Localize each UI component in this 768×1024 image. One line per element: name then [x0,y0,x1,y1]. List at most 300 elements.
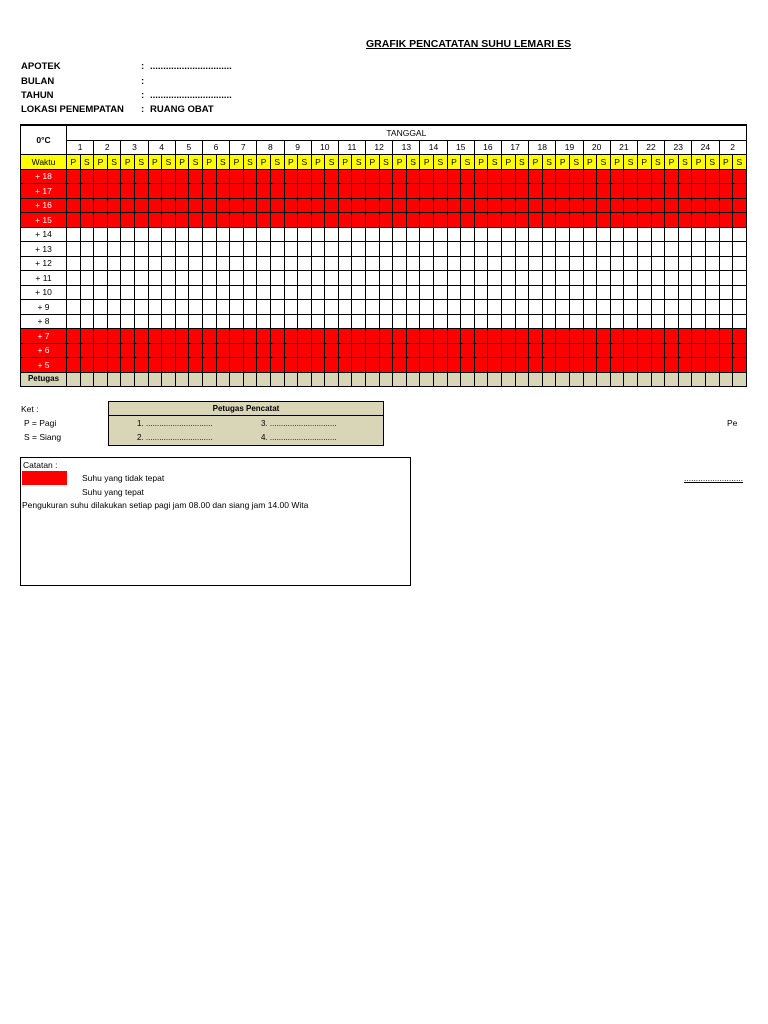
grid-cell[interactable] [556,314,570,329]
petugas-cell[interactable] [311,372,325,387]
grid-cell[interactable] [189,184,203,199]
grid-cell[interactable] [148,358,162,373]
grid-cell[interactable] [637,242,651,257]
grid-cell[interactable] [270,285,284,300]
petugas-cell[interactable] [692,372,706,387]
grid-cell[interactable] [474,169,488,184]
grid-cell[interactable] [325,285,339,300]
grid-cell[interactable] [67,184,81,199]
grid-cell[interactable] [189,358,203,373]
grid-cell[interactable] [597,184,611,199]
grid-cell[interactable] [447,227,461,242]
grid-cell[interactable] [284,213,298,228]
grid-cell[interactable] [325,169,339,184]
grid-cell[interactable] [515,314,529,329]
petugas-cell[interactable] [502,372,516,387]
grid-cell[interactable] [134,227,148,242]
grid-cell[interactable] [556,198,570,213]
grid-cell[interactable] [202,314,216,329]
grid-cell[interactable] [121,300,135,315]
grid-cell[interactable] [447,343,461,358]
grid-cell[interactable] [624,169,638,184]
grid-cell[interactable] [338,343,352,358]
grid-cell[interactable] [529,256,543,271]
grid-cell[interactable] [637,358,651,373]
grid-cell[interactable] [583,285,597,300]
grid-cell[interactable] [189,213,203,228]
grid-cell[interactable] [189,285,203,300]
petugas-cell[interactable] [298,372,312,387]
grid-cell[interactable] [162,343,176,358]
grid-cell[interactable] [366,198,380,213]
grid-cell[interactable] [352,329,366,344]
grid-cell[interactable] [121,329,135,344]
grid-cell[interactable] [379,285,393,300]
grid-cell[interactable] [569,184,583,199]
grid-cell[interactable] [393,329,407,344]
grid-cell[interactable] [610,300,624,315]
petugas-cell[interactable] [162,372,176,387]
grid-cell[interactable] [352,358,366,373]
grid-cell[interactable] [243,329,257,344]
grid-cell[interactable] [515,242,529,257]
grid-cell[interactable] [637,227,651,242]
grid-cell[interactable] [94,358,108,373]
grid-cell[interactable] [515,329,529,344]
grid-cell[interactable] [556,285,570,300]
grid-cell[interactable] [243,184,257,199]
grid-cell[interactable] [733,271,747,286]
grid-cell[interactable] [216,198,230,213]
grid-cell[interactable] [230,227,244,242]
grid-cell[interactable] [148,198,162,213]
grid-cell[interactable] [420,358,434,373]
petugas-cell[interactable] [121,372,135,387]
grid-cell[interactable] [121,213,135,228]
grid-cell[interactable] [80,271,94,286]
grid-cell[interactable] [542,271,556,286]
grid-cell[interactable] [597,329,611,344]
grid-cell[interactable] [434,256,448,271]
grid-cell[interactable] [311,271,325,286]
grid-cell[interactable] [352,169,366,184]
grid-cell[interactable] [284,169,298,184]
grid-cell[interactable] [189,271,203,286]
grid-cell[interactable] [338,256,352,271]
grid-cell[interactable] [216,213,230,228]
grid-cell[interactable] [406,169,420,184]
grid-cell[interactable] [284,314,298,329]
grid-cell[interactable] [284,184,298,199]
grid-cell[interactable] [311,198,325,213]
grid-cell[interactable] [705,169,719,184]
grid-cell[interactable] [515,300,529,315]
grid-cell[interactable] [705,300,719,315]
grid-cell[interactable] [216,242,230,257]
grid-cell[interactable] [366,184,380,199]
grid-cell[interactable] [94,242,108,257]
petugas-cell[interactable] [583,372,597,387]
grid-cell[interactable] [230,358,244,373]
grid-cell[interactable] [529,227,543,242]
grid-cell[interactable] [556,271,570,286]
grid-cell[interactable] [665,213,679,228]
grid-cell[interactable] [284,329,298,344]
grid-cell[interactable] [610,256,624,271]
grid-cell[interactable] [379,198,393,213]
grid-cell[interactable] [338,213,352,228]
grid-cell[interactable] [379,256,393,271]
grid-cell[interactable] [624,329,638,344]
grid-cell[interactable] [515,169,529,184]
grid-cell[interactable] [107,256,121,271]
grid-cell[interactable] [175,213,189,228]
grid-cell[interactable] [692,314,706,329]
grid-cell[interactable] [542,184,556,199]
grid-cell[interactable] [569,271,583,286]
grid-cell[interactable] [406,358,420,373]
grid-cell[interactable] [338,169,352,184]
grid-cell[interactable] [325,358,339,373]
grid-cell[interactable] [569,358,583,373]
grid-cell[interactable] [488,300,502,315]
grid-cell[interactable] [352,300,366,315]
grid-cell[interactable] [597,198,611,213]
grid-cell[interactable] [488,329,502,344]
grid-cell[interactable] [692,358,706,373]
grid-cell[interactable] [665,300,679,315]
grid-cell[interactable] [637,184,651,199]
grid-cell[interactable] [148,329,162,344]
grid-cell[interactable] [624,343,638,358]
grid-cell[interactable] [678,343,692,358]
grid-cell[interactable] [515,184,529,199]
grid-cell[interactable] [189,314,203,329]
grid-cell[interactable] [678,169,692,184]
grid-cell[interactable] [175,300,189,315]
petugas-cell[interactable] [406,372,420,387]
grid-cell[interactable] [447,242,461,257]
petugas-cell[interactable] [175,372,189,387]
grid-cell[interactable] [243,227,257,242]
grid-cell[interactable] [270,198,284,213]
grid-cell[interactable] [420,285,434,300]
petugas-cell[interactable] [597,372,611,387]
grid-cell[interactable] [107,198,121,213]
grid-cell[interactable] [298,213,312,228]
grid-cell[interactable] [284,358,298,373]
grid-cell[interactable] [502,343,516,358]
grid-cell[interactable] [583,358,597,373]
grid-cell[interactable] [257,169,271,184]
grid-cell[interactable] [379,358,393,373]
grid-cell[interactable] [189,242,203,257]
grid-cell[interactable] [461,271,475,286]
grid-cell[interactable] [665,227,679,242]
grid-cell[interactable] [406,271,420,286]
grid-cell[interactable] [406,198,420,213]
grid-cell[interactable] [175,227,189,242]
grid-cell[interactable] [610,271,624,286]
grid-cell[interactable] [542,285,556,300]
grid-cell[interactable] [216,343,230,358]
grid-cell[interactable] [406,242,420,257]
grid-cell[interactable] [542,314,556,329]
grid-cell[interactable] [270,271,284,286]
grid-cell[interactable] [325,300,339,315]
grid-cell[interactable] [298,198,312,213]
grid-cell[interactable] [216,300,230,315]
grid-cell[interactable] [515,227,529,242]
grid-cell[interactable] [637,256,651,271]
grid-cell[interactable] [134,184,148,199]
grid-cell[interactable] [447,169,461,184]
grid-cell[interactable] [447,198,461,213]
grid-cell[interactable] [189,169,203,184]
grid-cell[interactable] [311,242,325,257]
grid-cell[interactable] [624,198,638,213]
grid-cell[interactable] [719,271,733,286]
grid-cell[interactable] [352,314,366,329]
grid-cell[interactable] [352,213,366,228]
grid-cell[interactable] [338,358,352,373]
petugas-cell[interactable] [678,372,692,387]
grid-cell[interactable] [216,256,230,271]
grid-cell[interactable] [121,271,135,286]
grid-cell[interactable] [406,227,420,242]
grid-cell[interactable] [243,242,257,257]
grid-cell[interactable] [230,285,244,300]
grid-cell[interactable] [556,300,570,315]
grid-cell[interactable] [80,169,94,184]
grid-cell[interactable] [474,198,488,213]
grid-cell[interactable] [162,271,176,286]
grid-cell[interactable] [542,256,556,271]
petugas-cell[interactable] [80,372,94,387]
petugas-cell[interactable] [474,372,488,387]
grid-cell[interactable] [257,271,271,286]
grid-cell[interactable] [733,343,747,358]
grid-cell[interactable] [542,358,556,373]
grid-cell[interactable] [556,242,570,257]
grid-cell[interactable] [665,329,679,344]
grid-cell[interactable] [624,285,638,300]
grid-cell[interactable] [379,329,393,344]
grid-cell[interactable] [461,343,475,358]
grid-cell[interactable] [665,358,679,373]
grid-cell[interactable] [583,314,597,329]
grid-cell[interactable] [189,256,203,271]
grid-cell[interactable] [393,300,407,315]
grid-cell[interactable] [705,227,719,242]
grid-cell[interactable] [67,227,81,242]
grid-cell[interactable] [733,300,747,315]
grid-cell[interactable] [352,184,366,199]
grid-cell[interactable] [678,285,692,300]
grid-cell[interactable] [692,343,706,358]
grid-cell[interactable] [542,343,556,358]
grid-cell[interactable] [637,343,651,358]
grid-cell[interactable] [474,314,488,329]
grid-cell[interactable] [719,314,733,329]
grid-cell[interactable] [379,184,393,199]
grid-cell[interactable] [270,169,284,184]
grid-cell[interactable] [624,358,638,373]
grid-cell[interactable] [637,285,651,300]
grid-cell[interactable] [175,198,189,213]
grid-cell[interactable] [270,300,284,315]
grid-cell[interactable] [705,343,719,358]
grid-cell[interactable] [257,256,271,271]
grid-cell[interactable] [515,271,529,286]
grid-cell[interactable] [597,213,611,228]
grid-cell[interactable] [107,343,121,358]
grid-cell[interactable] [420,256,434,271]
grid-cell[interactable] [121,169,135,184]
grid-cell[interactable] [569,227,583,242]
grid-cell[interactable] [447,300,461,315]
grid-cell[interactable] [651,184,665,199]
grid-cell[interactable] [624,314,638,329]
grid-cell[interactable] [175,358,189,373]
grid-cell[interactable] [393,213,407,228]
grid-cell[interactable] [298,329,312,344]
grid-cell[interactable] [107,227,121,242]
grid-cell[interactable] [80,184,94,199]
grid-cell[interactable] [338,184,352,199]
grid-cell[interactable] [692,184,706,199]
grid-cell[interactable] [121,285,135,300]
grid-cell[interactable] [366,242,380,257]
grid-cell[interactable] [597,285,611,300]
grid-cell[interactable] [529,329,543,344]
grid-cell[interactable] [257,343,271,358]
grid-cell[interactable] [624,227,638,242]
grid-cell[interactable] [148,256,162,271]
grid-cell[interactable] [134,358,148,373]
grid-cell[interactable] [665,343,679,358]
grid-cell[interactable] [270,314,284,329]
grid-cell[interactable] [175,285,189,300]
grid-cell[interactable] [216,358,230,373]
grid-cell[interactable] [651,256,665,271]
grid-cell[interactable] [719,358,733,373]
grid-cell[interactable] [270,242,284,257]
grid-cell[interactable] [542,242,556,257]
grid-cell[interactable] [637,329,651,344]
petugas-cell[interactable] [216,372,230,387]
grid-cell[interactable] [366,300,380,315]
grid-cell[interactable] [705,271,719,286]
grid-cell[interactable] [447,213,461,228]
grid-cell[interactable] [569,169,583,184]
petugas-cell[interactable] [610,372,624,387]
grid-cell[interactable] [67,198,81,213]
grid-cell[interactable] [406,256,420,271]
grid-cell[interactable] [651,271,665,286]
grid-cell[interactable] [338,314,352,329]
grid-cell[interactable] [230,300,244,315]
grid-cell[interactable] [175,184,189,199]
grid-cell[interactable] [651,358,665,373]
grid-cell[interactable] [719,198,733,213]
grid-cell[interactable] [311,314,325,329]
grid-cell[interactable] [733,227,747,242]
grid-cell[interactable] [406,314,420,329]
grid-cell[interactable] [637,300,651,315]
grid-cell[interactable] [719,343,733,358]
grid-cell[interactable] [80,285,94,300]
grid-cell[interactable] [94,227,108,242]
grid-cell[interactable] [474,300,488,315]
grid-cell[interactable] [705,285,719,300]
petugas-cell[interactable] [393,372,407,387]
grid-cell[interactable] [637,169,651,184]
grid-cell[interactable] [678,358,692,373]
grid-cell[interactable] [107,184,121,199]
grid-cell[interactable] [257,358,271,373]
grid-cell[interactable] [665,184,679,199]
grid-cell[interactable] [216,271,230,286]
grid-cell[interactable] [597,300,611,315]
grid-cell[interactable] [148,343,162,358]
grid-cell[interactable] [502,213,516,228]
grid-cell[interactable] [434,213,448,228]
petugas-cell[interactable] [67,372,81,387]
petugas-cell[interactable] [148,372,162,387]
grid-cell[interactable] [692,256,706,271]
grid-cell[interactable] [583,300,597,315]
grid-cell[interactable] [366,314,380,329]
grid-cell[interactable] [447,358,461,373]
grid-cell[interactable] [420,271,434,286]
grid-cell[interactable] [610,285,624,300]
grid-cell[interactable] [624,184,638,199]
grid-cell[interactable] [651,227,665,242]
grid-cell[interactable] [488,169,502,184]
grid-cell[interactable] [257,198,271,213]
grid-cell[interactable] [624,300,638,315]
grid-cell[interactable] [243,358,257,373]
grid-cell[interactable] [597,242,611,257]
grid-cell[interactable] [474,184,488,199]
grid-cell[interactable] [257,227,271,242]
grid-cell[interactable] [366,271,380,286]
grid-cell[interactable] [216,314,230,329]
grid-cell[interactable] [461,242,475,257]
grid-cell[interactable] [719,300,733,315]
grid-cell[interactable] [202,271,216,286]
grid-cell[interactable] [216,184,230,199]
grid-cell[interactable] [379,300,393,315]
grid-cell[interactable] [488,314,502,329]
grid-cell[interactable] [162,169,176,184]
grid-cell[interactable] [692,300,706,315]
grid-cell[interactable] [678,227,692,242]
petugas-cell[interactable] [338,372,352,387]
grid-cell[interactable] [502,314,516,329]
grid-cell[interactable] [148,213,162,228]
grid-cell[interactable] [134,256,148,271]
grid-cell[interactable] [651,213,665,228]
grid-cell[interactable] [175,242,189,257]
grid-cell[interactable] [230,213,244,228]
grid-cell[interactable] [202,358,216,373]
grid-cell[interactable] [393,169,407,184]
grid-cell[interactable] [325,329,339,344]
grid-cell[interactable] [121,343,135,358]
grid-cell[interactable] [175,329,189,344]
